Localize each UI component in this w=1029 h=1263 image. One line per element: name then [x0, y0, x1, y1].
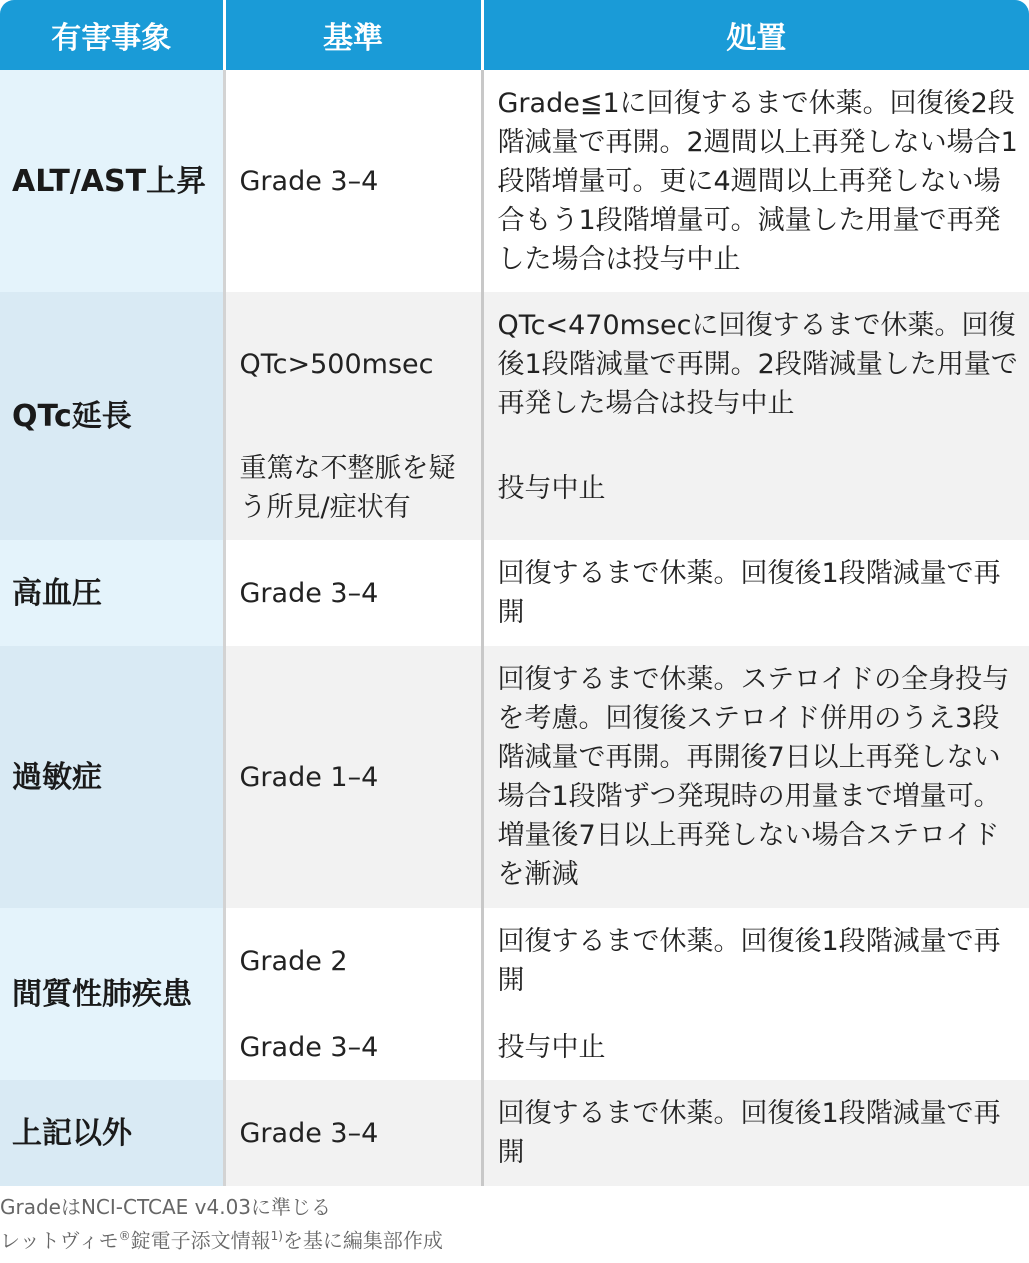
event-cell: 間質性肺疾患	[0, 908, 224, 1080]
action-cell: 回復するまで休薬。回復後1段階減量で再開	[482, 1080, 1029, 1186]
criteria-cell: Grade 3–4	[224, 70, 482, 292]
footnote-product: レットヴィモ	[0, 1228, 119, 1253]
event-cell: 過敏症	[0, 646, 224, 908]
criteria-cell: Grade 3–4	[224, 1080, 482, 1186]
table-row	[0, 70, 1029, 292]
header-action: 処置	[482, 0, 1029, 70]
action-cell: Grade≦1に回復するまで休薬。回復後2段階減量で再開。2週間以上再発しない場合1段階増量可。更に4週間以上再発しない場合もう1段階増量可。減量した用量で再発した場合は投与中止	[482, 70, 1029, 292]
footnote	[0, 1193, 443, 1256]
criteria-cell: 重篤な不整脈を疑う所見/症状有	[224, 436, 482, 540]
action-cell: 投与中止	[482, 436, 1029, 540]
event-cell: 上記以外	[0, 1080, 224, 1186]
action-cell: 回復するまで休薬。ステロイドの全身投与を考慮。回復後ステロイド併用のうえ3段階減量で再開。再開後7日以上再発しない場合1段階ずつ発現時の用量まで増量可。増量後7日以上再発しない場合ステロイドを漸減	[482, 646, 1029, 908]
criteria-cell: Grade 3–4	[224, 540, 482, 646]
table-row	[0, 908, 1029, 1014]
event-cell: 高血圧	[0, 540, 224, 646]
registered-mark: ®	[118, 1229, 131, 1243]
header-criteria: 基準	[224, 0, 482, 70]
table-header-row	[0, 0, 1029, 70]
footnote-credit: を基に編集部作成	[282, 1228, 443, 1253]
table-row	[0, 540, 1029, 646]
reference-marker: 1)	[270, 1229, 283, 1243]
action-cell: 投与中止	[482, 1014, 1029, 1080]
action-cell: 回復するまで休薬。回復後1段階減量で再開	[482, 908, 1029, 1014]
footnote-source: 錠電子添文情報	[130, 1228, 271, 1253]
action-cell: QTc<470msecに回復するまで休薬。回復後1段階減量で再開。2段階減量した用量で再発した場合は投与中止	[482, 292, 1029, 436]
event-cell: QTc延長	[0, 292, 224, 540]
criteria-cell: QTc>500msec	[224, 292, 482, 436]
criteria-cell: Grade 1–4	[224, 646, 482, 908]
footnote-line-2	[0, 1222, 443, 1256]
footnote-line-1: GradeはNCI-CTCAE v4.03に準じる	[0, 1195, 332, 1219]
criteria-cell: Grade 3–4	[224, 1014, 482, 1080]
table-row	[0, 292, 1029, 436]
table-row	[0, 646, 1029, 908]
action-cell: 回復するまで休薬。回復後1段階減量で再開	[482, 540, 1029, 646]
criteria-cell: Grade 2	[224, 908, 482, 1014]
event-cell: ALT/AST上昇	[0, 70, 224, 292]
table-row	[0, 1080, 1029, 1186]
header-event: 有害事象	[0, 0, 224, 70]
